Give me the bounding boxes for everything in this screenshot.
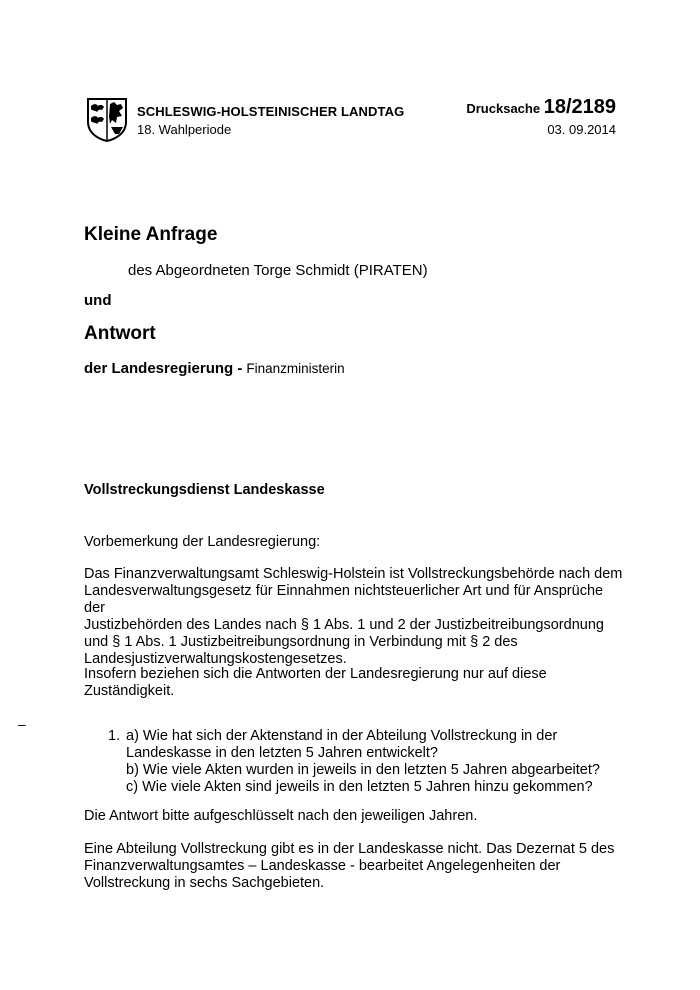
question-line-a1: a) Wie hat sich der Aktenstand in der Abteilung Vollstreckung in der bbox=[126, 728, 558, 744]
breakdown-note: Die Antwort bitte aufgeschlüsselt nach den jeweiligen Jahren. bbox=[84, 808, 478, 824]
coat-of-arms-icon bbox=[86, 96, 128, 142]
preliminary-line: Landesjustizverwaltungskostengesetzes. bbox=[84, 651, 347, 667]
responder-label: der Landesregierung - bbox=[84, 360, 243, 377]
document-number bbox=[466, 96, 616, 119]
antwort-heading: Antwort bbox=[84, 323, 156, 344]
scope-line: Insofern beziehen sich die Antworten der Landesregierung nur auf diese bbox=[84, 666, 547, 682]
answer-paragraph bbox=[84, 841, 624, 892]
preliminary-paragraph bbox=[84, 566, 624, 668]
und-label: und bbox=[84, 292, 112, 309]
question-line-b: b) Wie viele Akten wurden in jeweils in den letzten 5 Jahren abgearbeitet? bbox=[126, 762, 600, 778]
question-line-a2: Landeskasse in den letzten 5 Jahren entwickelt? bbox=[126, 745, 438, 761]
preliminary-line: Justizbehörden des Landes nach § 1 Abs. 1 und 2 der Justizbeitreibungsordnung bbox=[84, 617, 604, 633]
question-number: 1. bbox=[108, 728, 121, 744]
question-line-c: c) Wie viele Akten sind jeweils in den letzten 5 Jahren hinzu gekommen? bbox=[126, 779, 593, 795]
election-period: 18. Wahlperiode bbox=[137, 122, 232, 137]
preliminary-heading: Vorbemerkung der Landesregierung: bbox=[84, 534, 321, 550]
responder-line bbox=[84, 360, 345, 378]
answer-line: Eine Abteilung Vollstreckung gibt es in der Landeskasse nicht. Das Dezernat 5 des bbox=[84, 841, 615, 857]
preliminary-line: Landesverwaltungsgesetz für Einnahmen nichtsteuerlicher Art und für Ansprüche der bbox=[84, 583, 604, 616]
question-1 bbox=[108, 728, 608, 796]
preliminary-line: und § 1 Abs. 1 Justizbeitreibungsordnung in Verbindung mit § 2 des bbox=[84, 634, 518, 650]
preliminary-line: Das Finanzverwaltungsamt Schleswig-Holstein ist Vollstreckungsbehörde nach dem bbox=[84, 566, 623, 582]
scope-line: Zuständigkeit. bbox=[84, 683, 175, 699]
ministry-name: Finanzministerin bbox=[246, 361, 345, 376]
asker-line: des Abgeordneten Torge Schmidt (PIRATEN) bbox=[128, 262, 428, 279]
document-date: 03. 09.2014 bbox=[547, 122, 616, 137]
subject-heading: Vollstreckungsdienst Landeskasse bbox=[84, 482, 325, 498]
answer-line: Finanzverwaltungsamtes – Landeskasse - bearbeitet Angelegenheiten der bbox=[84, 858, 561, 874]
kleine-anfrage-heading: Kleine Anfrage bbox=[84, 224, 218, 245]
drucksache-label: Drucksache bbox=[466, 101, 541, 116]
organization-name: SCHLESWIG-HOLSTEINISCHER LANDTAG bbox=[137, 104, 405, 119]
scope-paragraph bbox=[84, 666, 624, 700]
answer-line: Vollstreckung in sechs Sachgebieten. bbox=[84, 875, 325, 891]
drucksache-number: 18/2189 bbox=[543, 96, 616, 118]
margin-mark: – bbox=[18, 716, 26, 732]
